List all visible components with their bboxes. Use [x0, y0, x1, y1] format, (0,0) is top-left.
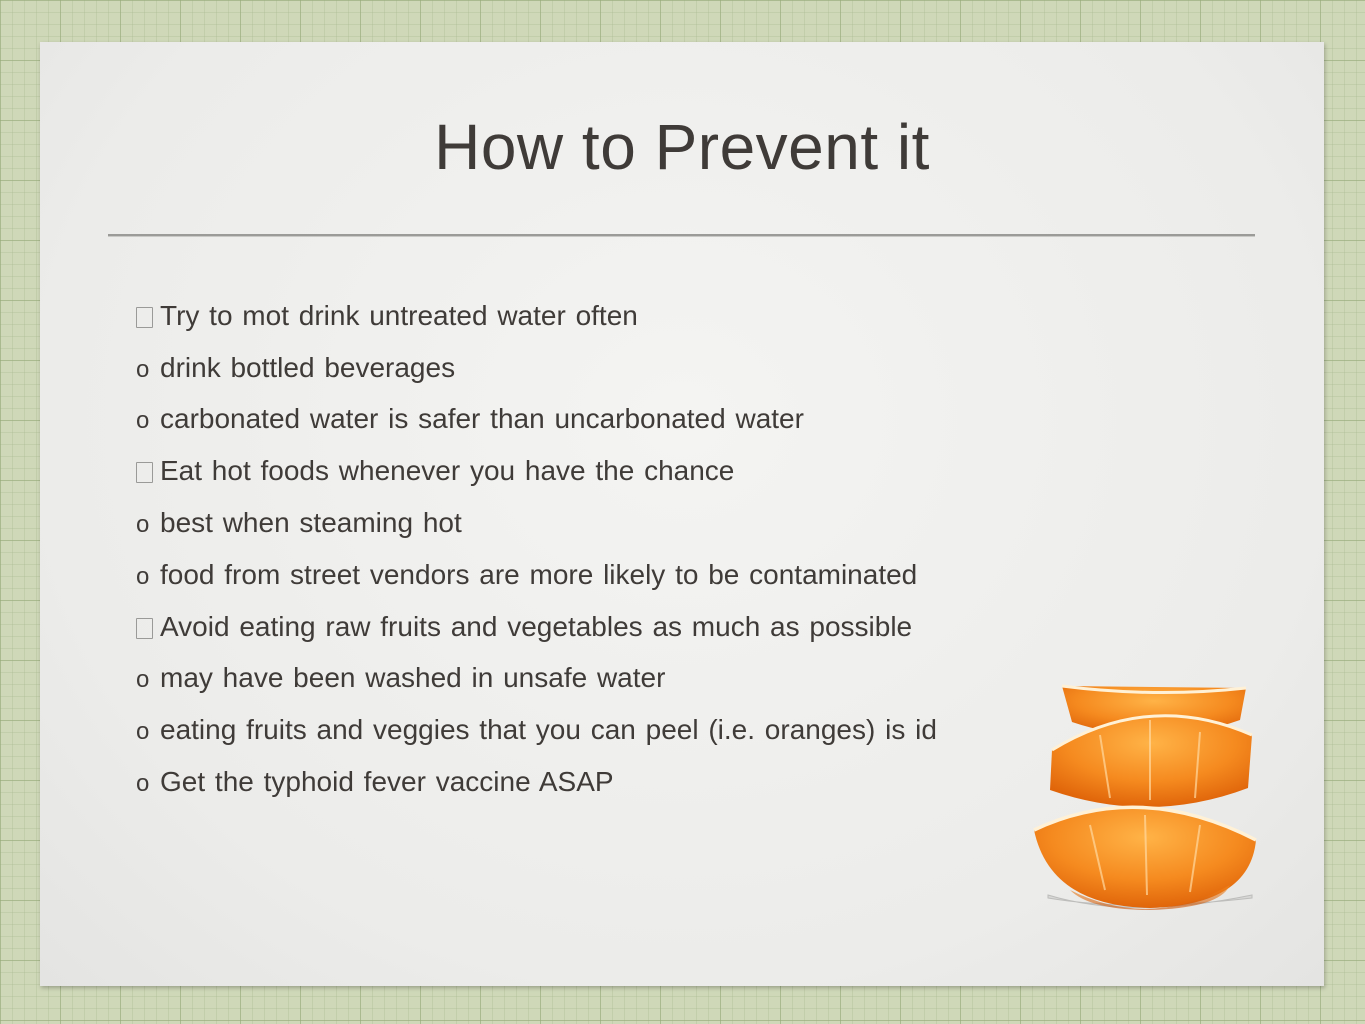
bullet-box-icon: [136, 300, 160, 332]
list-item: [136, 549, 937, 601]
list-item-text: eating fruits and veggies that you can peel (i.e. oranges) is id: [160, 714, 937, 746]
bullet-circle-icon: o: [136, 666, 150, 694]
list-item: [136, 342, 937, 394]
bullet-circle-icon: o: [136, 407, 150, 435]
slide: [40, 42, 1324, 986]
list-item-text: Try to mot drink untreated water often: [160, 299, 638, 331]
bullet-circle-icon: o: [136, 562, 150, 590]
list-item-text: best when steaming hot: [160, 507, 462, 539]
bullet-circle-icon: o: [136, 770, 150, 798]
list-item-text: Avoid eating raw fruits and vegetables as much as possible: [160, 610, 913, 642]
list-item-text: may have been washed in unsafe water: [160, 662, 666, 694]
list-item: [136, 445, 937, 497]
list-item-text: carbonated water is safer than uncarbonated water: [160, 403, 804, 435]
list-item: [136, 290, 937, 342]
list-item: [136, 756, 937, 808]
list-item-text: drink bottled beverages: [160, 351, 456, 383]
list-item: [136, 394, 937, 446]
list-item: [136, 497, 937, 549]
bullet-circle-icon: o: [136, 511, 150, 539]
slide-title: How to Prevent it: [434, 111, 930, 183]
bullet-box-icon: [136, 611, 160, 643]
bullet-circle-icon: o: [136, 355, 150, 383]
bullet-list: [136, 290, 937, 808]
title-divider: [108, 234, 1255, 237]
orange-slices-image: [990, 680, 1270, 910]
list-item: [136, 653, 937, 705]
bullet-circle-icon: o: [136, 718, 150, 746]
list-item-text: Eat hot foods whenever you have the chance: [160, 455, 735, 487]
list-item-text: Get the typhoid fever vaccine ASAP: [160, 766, 614, 798]
list-item-text: food from street vendors are more likely to be contaminated: [160, 558, 918, 590]
list-item: [136, 704, 937, 756]
list-item: [136, 601, 937, 653]
bullet-box-icon: [136, 455, 160, 487]
